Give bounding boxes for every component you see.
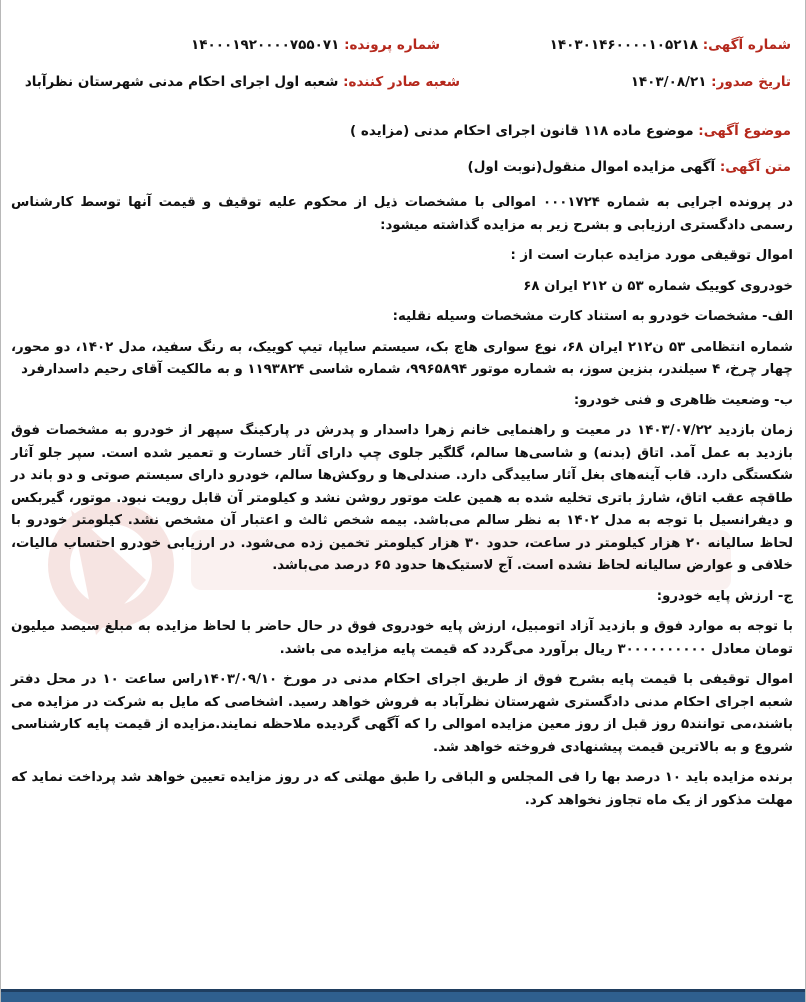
issue-date-value: ۱۴۰۳/۰۸/۲۱ (630, 74, 707, 90)
bottom-bar (1, 989, 805, 1002)
case-number-label: شماره پرونده: (344, 37, 440, 53)
case-number-value: ۱۴۰۰۰۱۹۲۰۰۰۰۷۵۵۰۷۱ (191, 37, 340, 53)
issue-date-label: تاریخ صدور: (711, 74, 791, 90)
subject-field (350, 121, 791, 141)
paragraph-section-c-heading: ج- ارزش پایه خودرو: (656, 588, 793, 604)
ad-text-field (468, 157, 791, 177)
paragraph-section-a: شماره انتظامی ۵۳ ن۲۱۲ ایران ۶۸، نوع سواری هاچ بک، سیستم سایپا، تیپ کوییک، به رنگ سفید، مدل ۱۴۰۲، دو محور، چهار چرخ، ۴ سیلندر، بنزین سوز، به شماره موتور ۹۹۶۵۸۹۴، شماره شاسی ۱۱۹۳۸۲۴ و به مالکیت آقای رحیم داسدارفرد (11, 339, 793, 377)
notice-body (11, 192, 793, 820)
ad-number-label: شماره آگهی: (702, 37, 791, 53)
paragraph-section-b-heading: ب- وضعیت ظاهری و فنی خودرو: (573, 392, 793, 408)
paragraph-auction-terms: اموال توقیفی با قیمت پایه بشرح فوق از طریق اجرای احکام مدنی در مورخ ۱۴۰۳/۰۹/۱۰راس ساعت ۱۰ در محل دفتر شعبه اجرای احکام مدنی دادگستری شهرستان نظرآباد به فروش خواهد رسید. اشخاصی که مایل به شرکت در مزایده می باشند،می توانند۵ روز قبل از روز معین مزایده اموالی را که آگهی گردیده ملاحظه نمایند.مزایده از قیمت پایه کارشناسی شروع و به بالاترین قیمت پیشنهادی فروخته خواهد شد. (11, 672, 793, 755)
ad-number-value: ۱۴۰۳۰۱۴۶۰۰۰۰۱۰۵۲۱۸ (549, 37, 698, 53)
paragraph-section-a-heading: الف- مشخصات خودرو به استناد کارت مشخصات وسیله نقلیه: (392, 309, 793, 324)
issuer-field (25, 72, 460, 92)
paragraph-intro: در پرونده اجرایی به شماره ۰۰۰۱۷۲۴ اموالی با مشخصات ذیل از محکوم علیه توقیف و قیمت آنها توسط کارشناس رسمی دادگستری ارزیابی و بشرح زیر به مزایده گذاشته میشود: (11, 195, 794, 233)
paragraph-vehicle: خودروی کوییک شماره ۵۳ ن ۲۱۲ ایران ۶۸ (523, 278, 793, 294)
subject-label: موضوع آگهی: (698, 123, 791, 139)
ad-text-label: متن آگهی: (719, 159, 791, 175)
issuer-label: شعبه صادر کننده: (343, 74, 460, 90)
issue-date-field (631, 72, 791, 92)
ad-text-value: آگهی مزایده اموال منقول(نوبت اول) (467, 159, 716, 175)
paragraph-payment-terms: برنده مزایده باید ۱۰ درصد بها را فی المجلس و الباقی را طبق مهلتی که در روز مزایده تعیین خواهد شد پرداخت نماید که مهلت مذکور از یک ماه تجاوز نخواهد کرد. (11, 770, 794, 808)
ad-number-field (550, 35, 791, 55)
issuer-value: شعبه اول اجرای احکام مدنی شهرستان نظرآباد (24, 74, 339, 90)
paragraph-items-heading: اموال توقیفی مورد مزایده عبارت است از : (510, 248, 793, 263)
paragraph-section-b: زمان بازدید ۱۴۰۳/۰۷/۲۲ در معیت و راهنمایی خانم زهرا داسدار و پدرش در پارکینگ سپهر از خودرو به مشخصات فوق بازدید به عمل آمد. اتاق (بدنه) و شاسی‌ها سالم، گلگیر جلوی چپ دارای آثار خسارت و تعمیر شده است. سپر جلو آثار شکستگی دارد. قاب آینه‌های بغل آثار ساییدگی دارد. صندلی‌ها و روکش‌ها سالم، خودرو دارای سیستم صوتی و دو باند در طاقچه عقب اتاق، شارژ باتری تخلیه شده به همین علت موتور روشن نشد و کیلومتر آن قابل رویت نبود. موتور، گیربکس و دیفرانسیل با توجه به مدل ۱۴۰۲ به نظر سالم می‌باشد. بیمه شخص ثالث و اعتبار آن مشخص نشد. کیلومتر خودرو با لحاظ سالیانه ۲۰ هزار کیلومتر در ساعت، حدود ۳۰ هزار کیلومتر تخمین زده می‌شود. در ارزیابی خودرو احتساب مالیات، خلافی و عوارض سالیانه لحاظ نشده است. آج لاستیک‌ها حدود ۶۵ درصد می‌باشد. (11, 423, 794, 573)
subject-value: موضوع ماده ۱۱۸ قانون اجرای احکام مدنی (مزایده ) (350, 123, 694, 139)
case-number-field (191, 35, 440, 55)
paragraph-section-c: با توجه به موارد فوق و بازدید آزاد اتومبیل، ارزش پایه خودروی فوق در حال حاضر با لحاظ مزایده به مبلغ سیصد میلیون تومان معادل ۳۰۰۰۰۰۰۰۰۰۰ ریال برآورد می‌گردد که قیمت پایه مزایده می باشد. (11, 619, 793, 657)
